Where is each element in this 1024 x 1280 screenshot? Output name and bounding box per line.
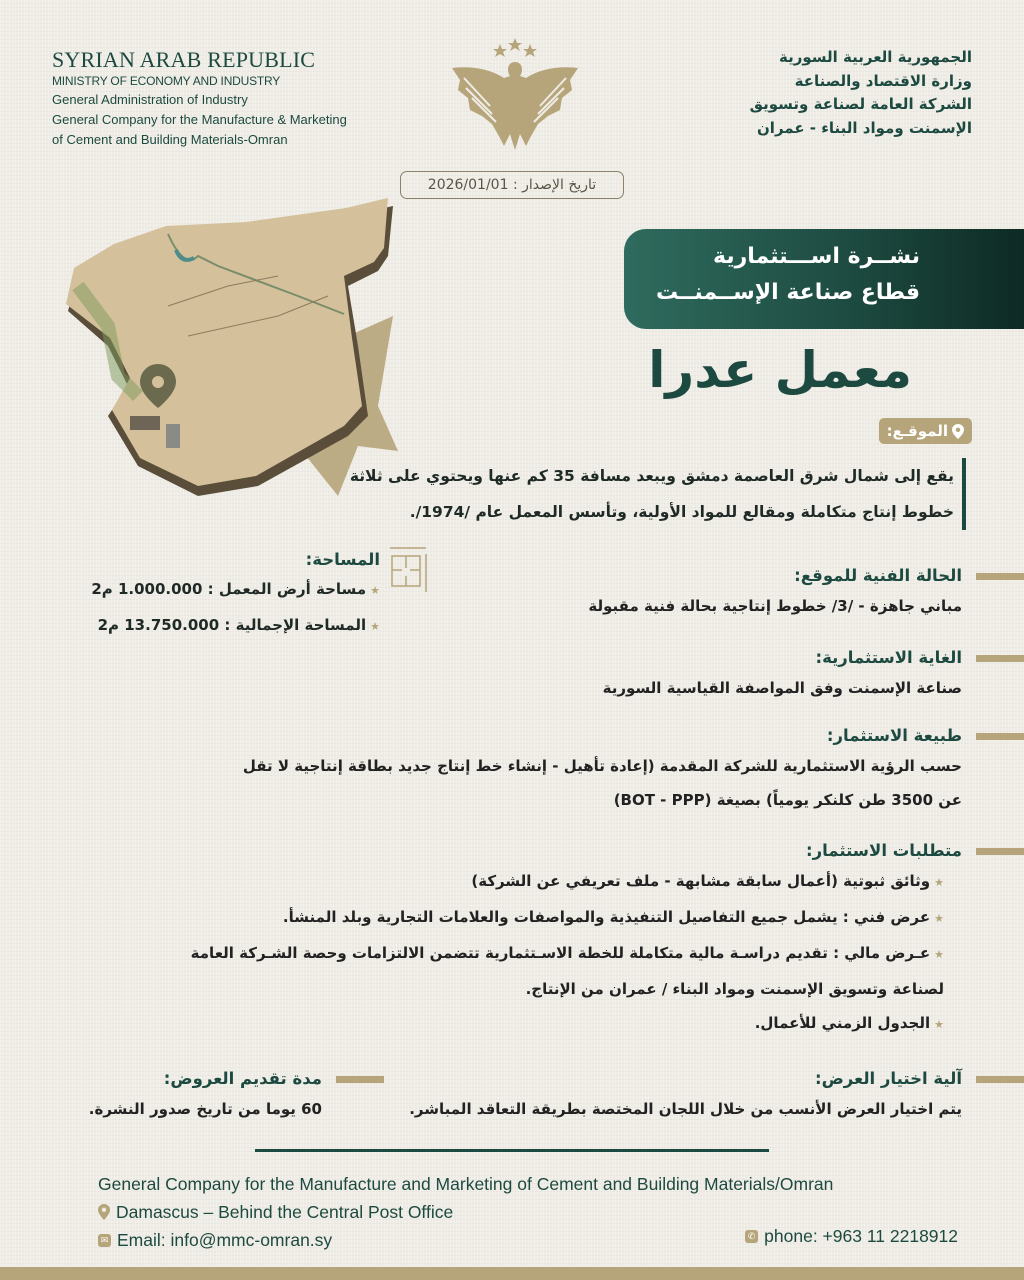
title-banner — [624, 229, 1024, 329]
issue-date-badge: تاريخ الإصدار : 2026/01/01 — [400, 171, 624, 199]
area-item: ★المساحة الإجمالية : 13.750.000 م2 — [97, 616, 380, 634]
company-name-ar-2: الإسمنت ومواد البناء - عمران — [757, 118, 972, 137]
requirement-item: ★عرض فني : يشمل جميع التفاصيل التنفيذية والمواصفات والعلامات التجارية وبلد المنشأ. — [282, 908, 944, 926]
location-label-text: الموقـع: — [886, 422, 948, 440]
section-marker — [976, 1076, 1024, 1083]
selection-heading: آلية اختيار العرض: — [814, 1069, 962, 1088]
footer-phone[interactable]: ✆ phone: +963 11 2218912 — [745, 1226, 958, 1247]
floor-plan-icon — [388, 546, 428, 594]
investment-purpose-section — [603, 645, 962, 705]
star-bullet-icon: ★ — [370, 584, 380, 597]
technical-status-text: مباني جاهزة - /3/ خطوط إنتاجية بحالة فنية مقبولة — [588, 597, 962, 615]
country-name-en: SYRIAN ARAB REPUBLIC — [52, 47, 316, 72]
area-heading: المساحة: — [305, 550, 380, 569]
star-bullet-icon: ★ — [934, 876, 944, 889]
footer-email[interactable]: ✉ Email: info@mmc-omran.sy — [98, 1226, 958, 1254]
phone-icon: ✆ — [745, 1230, 758, 1243]
company-name-en-2: of Cement and Building Materials-Omran — [52, 132, 288, 147]
star-bullet-icon: ★ — [934, 948, 944, 961]
ministry-name-en: MINISTRY OF ECONOMY AND INDUSTRY — [52, 74, 281, 88]
syria-map-image — [48, 196, 418, 496]
section-marker — [976, 848, 1024, 855]
footer-divider — [255, 1149, 769, 1152]
technical-status-heading: الحالة الفنية للموقع: — [794, 566, 962, 585]
company-name-ar-1: الشركة العامة لصناعة وتسويق — [749, 95, 972, 113]
star-bullet-icon: ★ — [370, 620, 380, 633]
duration-section — [89, 1066, 322, 1126]
selection-text: يتم اختيار العرض الأنسب من خلال اللجان المختصة بطريقة التعاقد المباشر. — [409, 1100, 962, 1118]
duration-text: 60 يوما من تاريخ صدور النشرة. — [88, 1100, 322, 1118]
investment-nature-heading: طبيعة الاستثمار: — [826, 726, 962, 745]
investment-nature-section — [243, 723, 962, 817]
english-header — [52, 48, 412, 150]
ministry-name-ar: وزارة الاقتصاد والصناعة — [794, 71, 972, 90]
selection-section — [409, 1066, 962, 1126]
location-pin-icon — [98, 1204, 110, 1220]
requirement-item: ★عـرض مالي : تقديم دراسـة مالية متكاملة للخطة الاسـتثمارية تتضمن الالتزامات وحصة الشـركة العامة — [190, 944, 944, 962]
duration-heading: مدة تقديم العروض: — [163, 1069, 322, 1088]
location-pin-icon — [952, 424, 964, 439]
bottom-accent-bar — [0, 1267, 1024, 1280]
banner-line-2: قطاع صناعة الإســمنــت — [656, 280, 920, 305]
footer — [98, 1170, 958, 1254]
investment-nature-line-1: حسب الرؤية الاستثمارية للشركة المقدمة (إعادة تأهيل - إنشاء خط إنتاج جديد بطاقة إنتاجية لا تقل — [242, 757, 962, 775]
requirement-item-continuation: لصناعة وتسويق الإسمنت ومواد البناء / عمران من الإنتاج. — [525, 980, 944, 998]
page-title: معمل عدرا — [648, 341, 912, 399]
requirement-item: ★وثائق ثبوتية (أعمال سابقة مشابهة - ملف تعريفي عن الشركة) — [471, 872, 944, 890]
star-bullet-icon: ★ — [934, 912, 944, 925]
investment-nature-line-2: عن 3500 طن كلنكر يومياً) بصيغة (BOT - PPP) — [613, 791, 962, 809]
company-name-en-1: General Company for the Manufacture & Marketing — [52, 112, 347, 127]
requirements-heading: متطلبات الاستثمار: — [805, 841, 962, 860]
technical-status-section — [588, 563, 962, 623]
star-bullet-icon: ★ — [934, 1018, 944, 1031]
area-section — [80, 548, 380, 644]
footer-address: Damascus – Behind the Central Post Office — [98, 1198, 958, 1226]
requirement-item: ★الجدول الزمني للأعمال. — [754, 1014, 944, 1032]
section-marker — [976, 733, 1024, 740]
section-marker — [976, 573, 1024, 580]
location-label — [879, 418, 972, 444]
administration-name-en: General Administration of Industry — [52, 92, 248, 107]
email-icon: ✉ — [98, 1234, 111, 1247]
section-marker — [336, 1076, 384, 1083]
investment-purpose-text: صناعة الإسمنت وفق المواصفة القياسية السورية — [602, 679, 962, 697]
banner-line-1: نشــرة اســـتثمارية — [713, 244, 920, 269]
section-marker — [976, 655, 1024, 662]
investment-purpose-heading: الغاية الاستثمارية: — [815, 648, 962, 667]
footer-company: General Company for the Manufacture and Marketing of Cement and Building Materials/Omran — [98, 1174, 834, 1194]
area-item: ★مساحة أرض المعمل : 1.000.000 م2 — [91, 580, 380, 598]
location-description: يقع إلى شمال شرق العاصمة دمشق ويبعد مسافة 35 كم عنها ويحتوي على ثلاثة خطوط إنتاج متكاملة ومقالع للمواد الأولية، وتأسس المعمل عام /1974/. — [294, 458, 966, 530]
country-name-ar: الجمهورية العربية السورية — [779, 48, 972, 66]
arabic-header — [672, 46, 972, 140]
requirements-section — [191, 838, 962, 1042]
eagle-emblem-icon — [440, 28, 590, 153]
